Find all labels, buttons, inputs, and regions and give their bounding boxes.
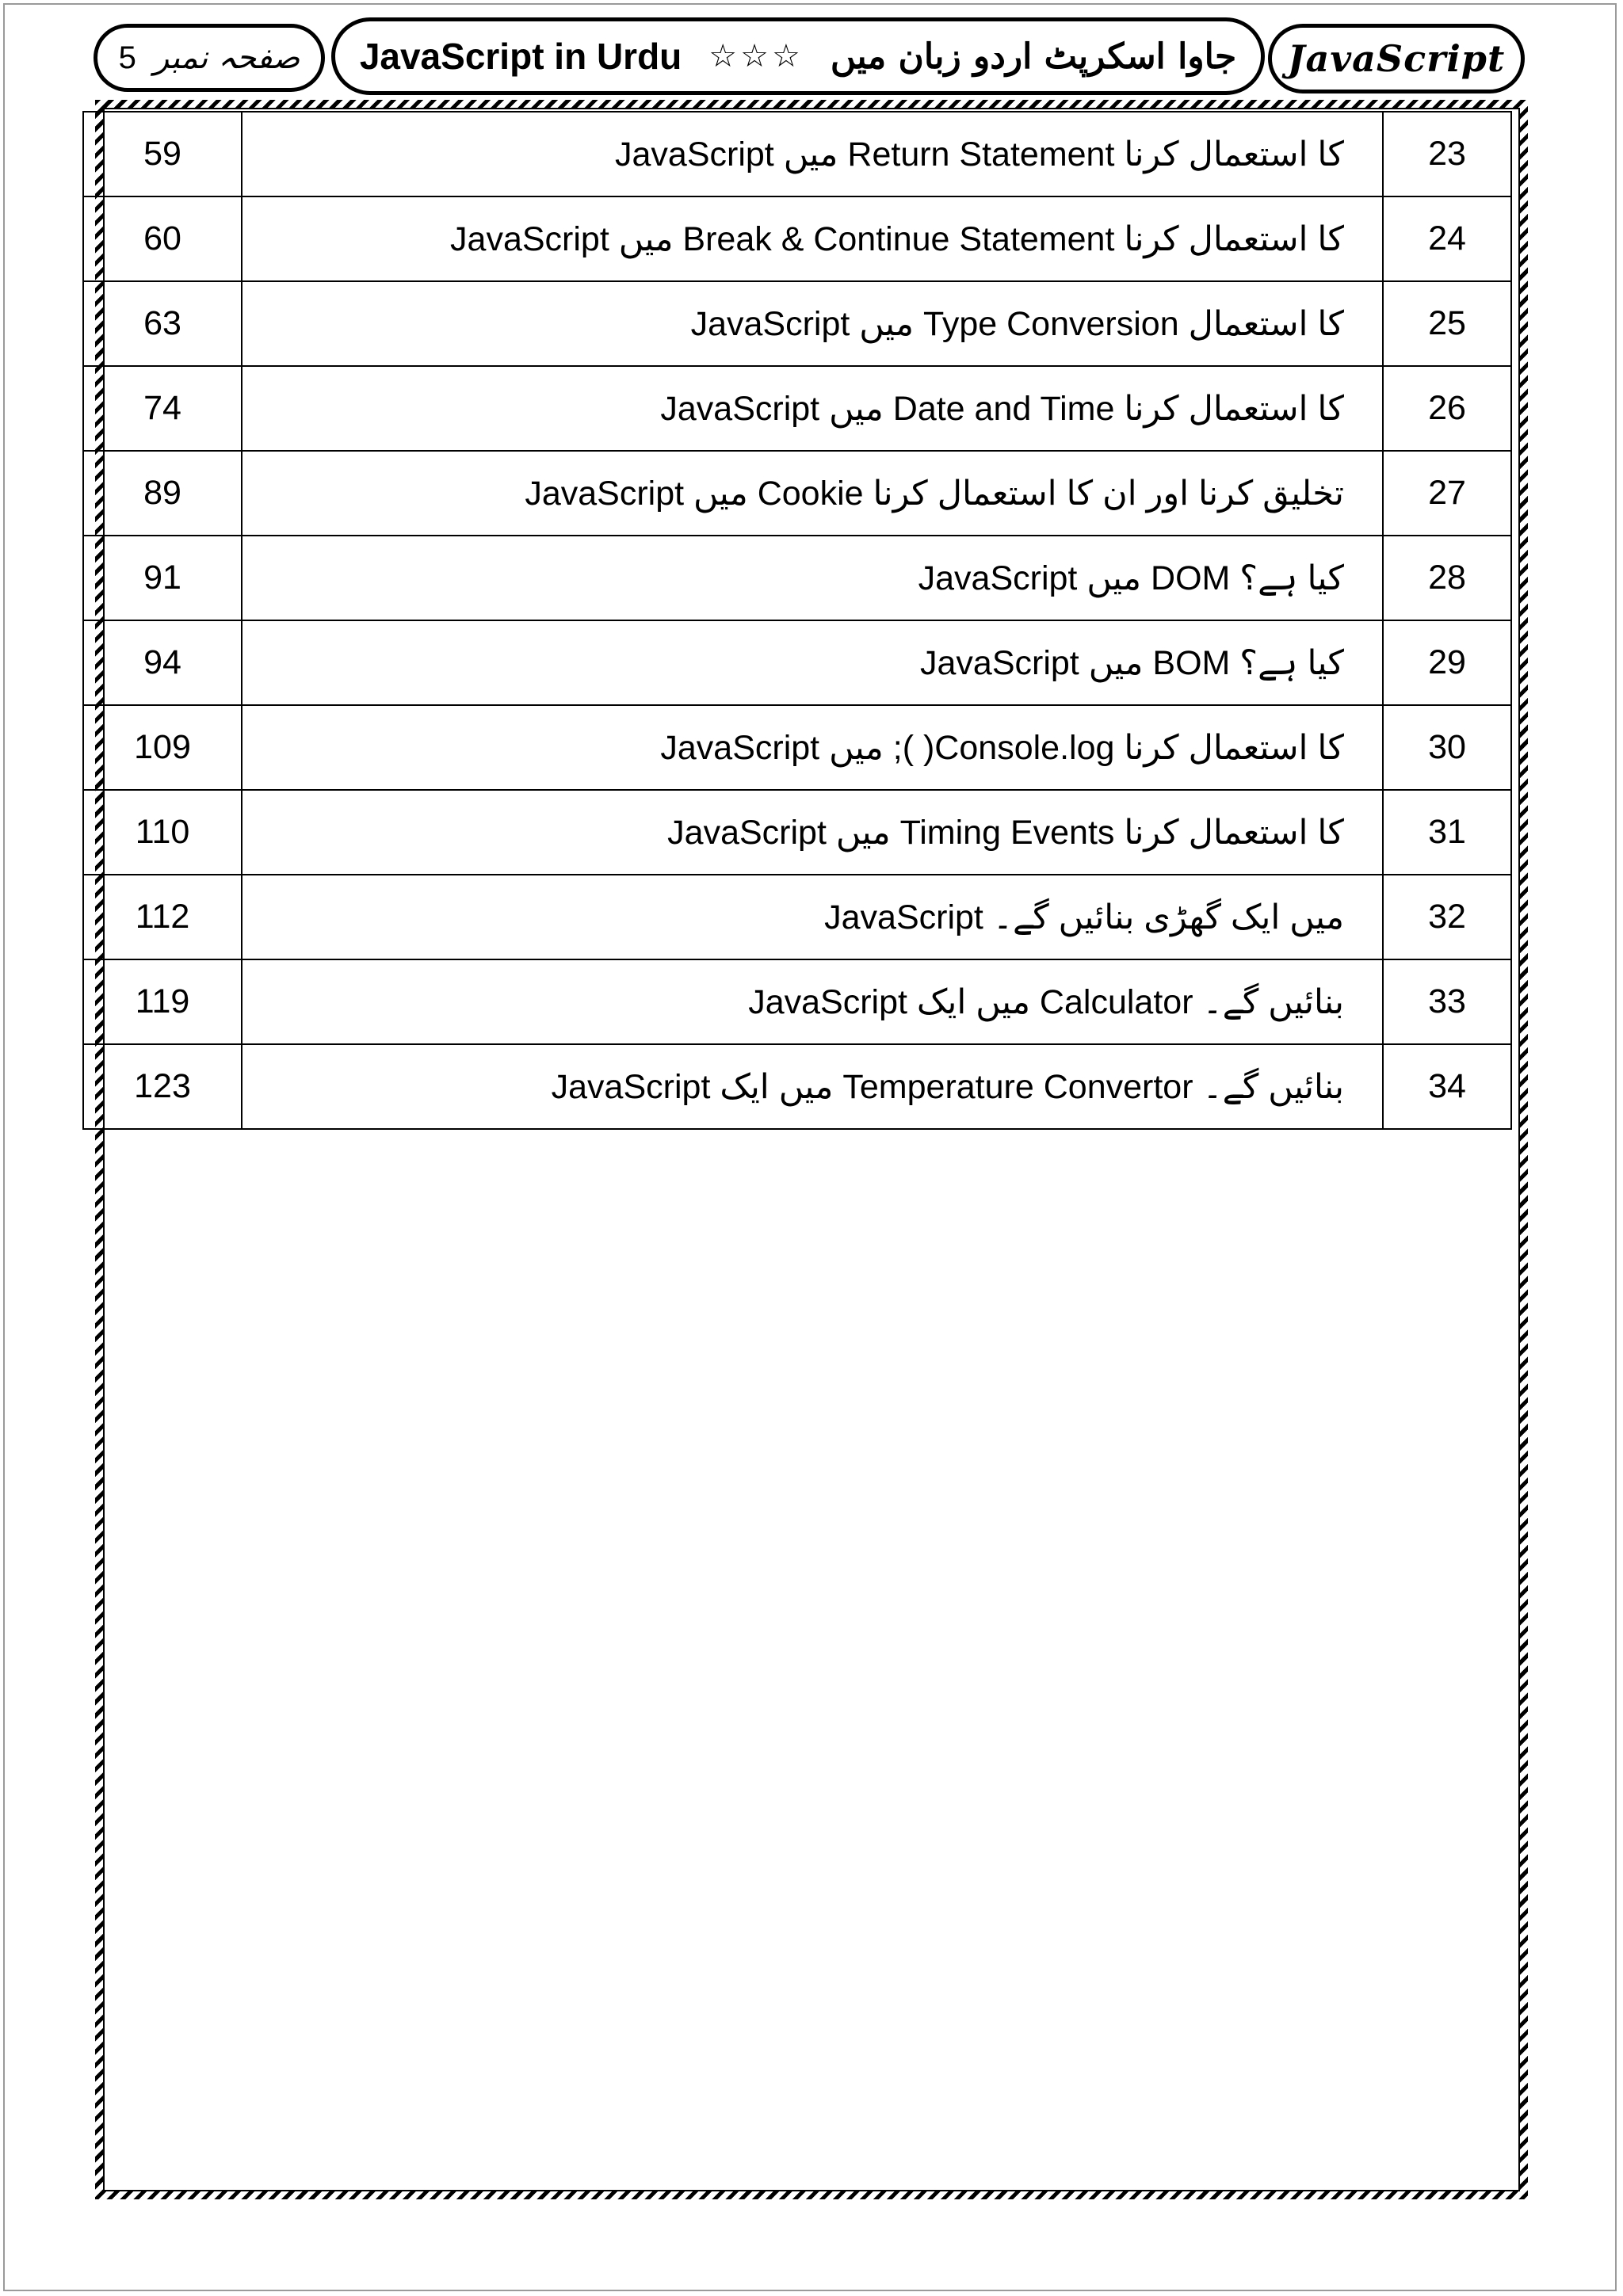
- table-row: [83, 620, 1511, 705]
- toc-chapter-number: 32: [1383, 875, 1511, 959]
- toc-page-number: 94: [83, 620, 242, 705]
- table-of-contents: [82, 111, 1512, 1130]
- toc-page-number: 63: [83, 281, 242, 366]
- page-header: [0, 0, 1623, 103]
- table-row: [83, 112, 1511, 196]
- toc-chapter-number: 26: [1383, 366, 1511, 451]
- toc-chapter-number: 24: [1383, 196, 1511, 281]
- toc-chapter-number: 27: [1383, 451, 1511, 536]
- toc-chapter-title: JavaScript میں Cookie تخلیق کرنا اور ان کا استعمال کرنا: [242, 451, 1383, 536]
- book-title-urdu: جاوا اسکرپٹ اردو زبان میں: [830, 36, 1237, 77]
- toc-page-number: 123: [83, 1044, 242, 1129]
- toc-chapter-title: JavaScript میں DOM کیا ہے؟: [242, 536, 1383, 620]
- toc-chapter-title: JavaScript میں Return Statement کا استعمال کرنا: [242, 112, 1383, 196]
- table-row: [83, 366, 1511, 451]
- toc-chapter-number: 30: [1383, 705, 1511, 790]
- table-row: [83, 875, 1511, 959]
- toc-chapter-number: 34: [1383, 1044, 1511, 1129]
- table-row: [83, 790, 1511, 875]
- toc-page-number: 91: [83, 536, 242, 620]
- toc-chapter-title: JavaScript میں ایک گھڑی بنائیں گے۔: [242, 875, 1383, 959]
- toc-page-number: 110: [83, 790, 242, 875]
- toc-chapter-title: JavaScript میں ایک Calculator بنائیں گے۔: [242, 959, 1383, 1044]
- table-row: [83, 536, 1511, 620]
- toc-page-number: 59: [83, 112, 242, 196]
- toc-chapter-number: 28: [1383, 536, 1511, 620]
- book-title-banner: [331, 17, 1265, 95]
- table-row: [83, 196, 1511, 281]
- toc-chapter-number: 33: [1383, 959, 1511, 1044]
- page-number-label: صفحہ نمبر: [153, 40, 300, 76]
- table-row: [83, 959, 1511, 1044]
- brand-label: JavaScript: [1287, 37, 1506, 80]
- toc-chapter-title: JavaScript میں Timing Events کا استعمال کرنا: [242, 790, 1383, 875]
- toc-page-number: 112: [83, 875, 242, 959]
- toc-chapter-number: 29: [1383, 620, 1511, 705]
- toc-chapter-title: JavaScript میں ;( )Console.log کا استعمال کرنا: [242, 705, 1383, 790]
- book-title-english: JavaScript in Urdu: [359, 36, 682, 77]
- toc-chapter-number: 31: [1383, 790, 1511, 875]
- brand-badge: [1268, 24, 1525, 93]
- table-row: [83, 451, 1511, 536]
- toc-chapter-title: JavaScript میں ایک Temperature Convertor بنائیں گے۔: [242, 1044, 1383, 1129]
- table-row: [83, 1044, 1511, 1129]
- toc-page-number: 89: [83, 451, 242, 536]
- toc-page-number: 119: [83, 959, 242, 1044]
- toc-chapter-title: JavaScript میں Date and Time کا استعمال کرنا: [242, 366, 1383, 451]
- toc-chapter-number: 23: [1383, 112, 1511, 196]
- toc-chapter-title: JavaScript میں Type Conversion کا استعمال: [242, 281, 1383, 366]
- table-row: [83, 281, 1511, 366]
- toc-page-number: 74: [83, 366, 242, 451]
- toc-chapter-title: JavaScript میں Break & Continue Statement کا استعمال کرنا: [242, 196, 1383, 281]
- toc-chapter-number: 25: [1383, 281, 1511, 366]
- table-row: [83, 705, 1511, 790]
- page-number: 5: [118, 40, 136, 75]
- toc-page-number: 60: [83, 196, 242, 281]
- toc-chapter-title: JavaScript میں BOM کیا ہے؟: [242, 620, 1383, 705]
- toc-page-number: 109: [83, 705, 242, 790]
- page-number-badge: [94, 24, 325, 92]
- stars-decoration: ☆☆☆: [708, 39, 804, 74]
